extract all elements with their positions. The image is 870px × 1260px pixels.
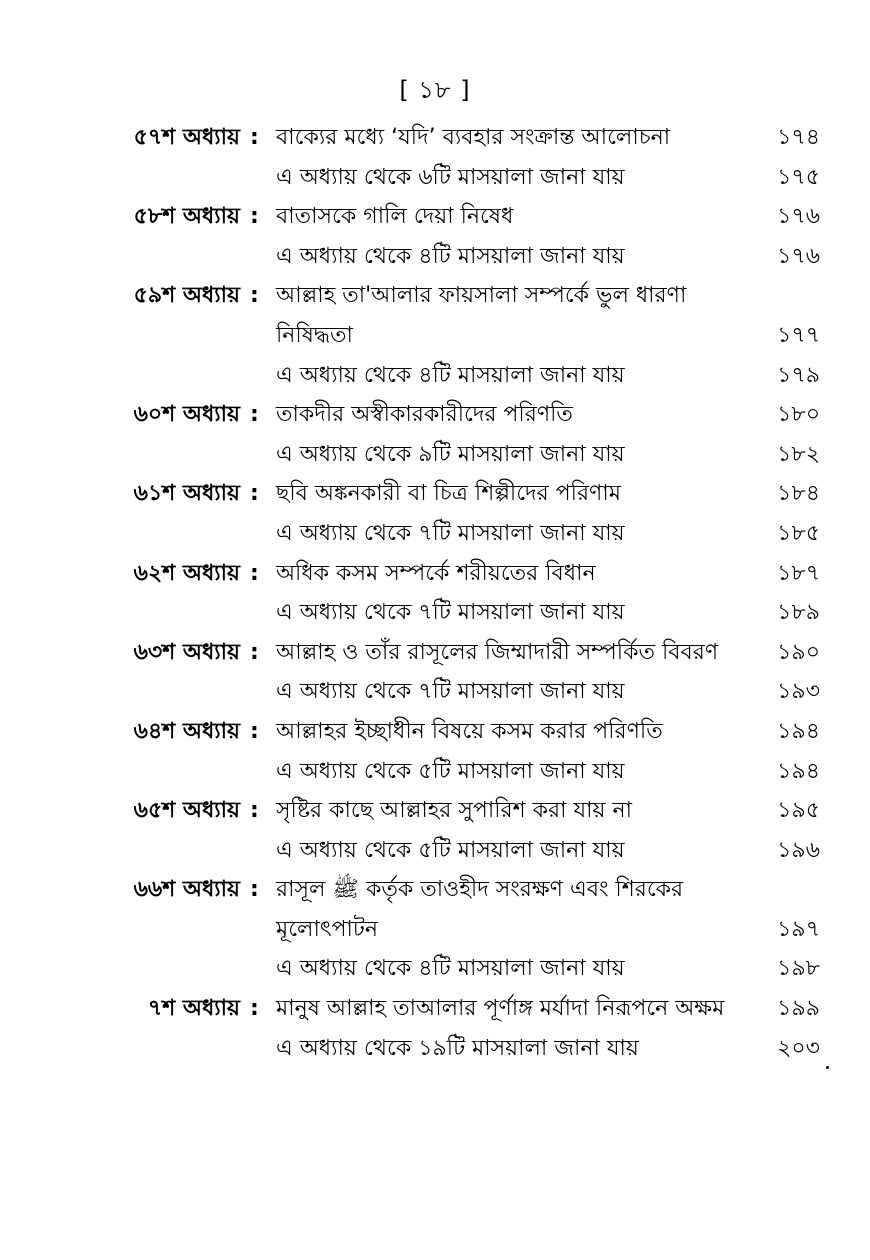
entry-page-number: ১৮৯ — [777, 600, 820, 626]
entry-page-number: ১৮০ — [777, 402, 820, 428]
entry-page-number: ২০৩ — [777, 1035, 820, 1061]
chapter-label: ৬১শ অধ্যায় — [133, 481, 240, 507]
toc-entry — [0, 593, 870, 633]
page-number: [ ১৮ ] — [399, 76, 471, 104]
chapter-colon: : — [250, 996, 259, 1022]
chapter-label: ৬৬শ অধ্যায় — [133, 877, 240, 903]
stray-dot — [826, 1066, 829, 1069]
entry-title: আল্লাহ তা'আলার ফায়সালা সম্পর্কে ভুল ধারণা — [276, 283, 687, 309]
chapter-label: ৬২শ অধ্যায় — [133, 560, 240, 586]
chapter-label: ৬০শ অধ্যায় — [133, 402, 240, 428]
entry-title: মানুষ আল্লাহ তাআলার পূর্ণাঙ্গ মর্যাদা নিরূপনে অক্ষম — [276, 996, 725, 1022]
toc-entry — [0, 554, 870, 594]
entry-title: ছবি অঙ্কনকারী বা চিত্র শিল্পীদের পরিণাম — [276, 481, 621, 507]
toc-entry — [0, 395, 870, 435]
entry-title: এ অধ্যায় থেকে ৪টি মাসয়ালা জানা যায় — [276, 362, 625, 388]
entry-title: এ অধ্যায় থেকে ৭টি মাসয়ালা জানা যায় — [276, 520, 625, 546]
entry-title: বাক্যের মধ্যে ‘যদি’ ব্যবহার সংক্রান্ত আলোচনা — [276, 125, 671, 150]
entry-title: আল্লাহ ও তাঁর রাসূলের জিম্মাদারী সম্পর্কিত বিবরণ — [276, 639, 719, 665]
chapter-label: ৬৫শ অধ্যায় — [133, 798, 240, 824]
entry-page-number: ১৮২ — [777, 441, 820, 467]
toc-entry — [0, 435, 870, 475]
entry-title: এ অধ্যায় থেকে ৯টি মাসয়ালা জানা যায় — [276, 441, 625, 467]
toc-entry — [0, 910, 870, 950]
entry-page-number: ১৭৬ — [777, 243, 820, 269]
entry-title: এ অধ্যায় থেকে ১৯টি মাসয়ালা জানা যায় — [276, 1035, 639, 1061]
toc-entry — [0, 514, 870, 554]
entry-page-number: ১৯৬ — [777, 837, 820, 863]
entry-title: এ অধ্যায় থেকে ৭টি মাসয়ালা জানা যায় — [276, 600, 625, 626]
entry-page-number: ১৯৩ — [777, 679, 820, 705]
chapter-label: ৭শ অধ্যায় — [147, 996, 240, 1022]
toc-entry — [0, 791, 870, 831]
toc-entry — [0, 870, 870, 910]
toc-entry — [0, 1029, 870, 1069]
toc-entry — [0, 474, 870, 514]
entry-page-number: ১৭৪ — [777, 125, 820, 150]
chapter-colon: : — [250, 481, 259, 507]
entry-title: নিষিদ্ধতা — [276, 322, 353, 348]
chapter-label: ৬৩শ অধ্যায় — [133, 639, 240, 665]
toc-entry — [0, 276, 870, 316]
entry-title: এ অধ্যায় থেকে ৫টি মাসয়ালা জানা যায় — [276, 837, 625, 863]
entry-title: অধিক কসম সম্পর্কে শরীয়তের বিধান — [276, 560, 596, 586]
entry-title: সৃষ্টির কাছে আল্লাহর সুপারিশ করা যায় না — [276, 798, 633, 824]
toc-entry — [0, 712, 870, 752]
chapter-colon: : — [250, 125, 259, 150]
chapter-colon: : — [250, 204, 259, 230]
entry-title: এ অধ্যায় থেকে ৬টি মাসয়ালা জানা যায় — [276, 164, 625, 190]
entry-page-number: ১৮৪ — [777, 481, 820, 507]
chapter-colon: : — [250, 639, 259, 665]
entry-page-number: ১৮৭ — [777, 560, 820, 586]
entry-page-number: ১৯৭ — [777, 916, 820, 942]
toc-entry — [0, 633, 870, 673]
entry-page-number: ১৭৬ — [777, 204, 820, 230]
toc-entry — [0, 949, 870, 989]
chapter-label: ৫৭শ অধ্যায় — [133, 125, 240, 150]
chapter-colon: : — [250, 560, 259, 586]
entry-title: আল্লাহর ইচ্ছাধীন বিষয়ে কসম করার পরিণতি — [276, 718, 663, 744]
entry-page-number: ১৭৭ — [777, 322, 820, 348]
toc-entry — [0, 752, 870, 792]
entry-page-number: ১৮৫ — [777, 520, 820, 546]
toc-entry — [0, 672, 870, 712]
toc-entry — [0, 237, 870, 277]
chapter-label: ৫৮শ অধ্যায় — [133, 204, 240, 230]
entry-title: এ অধ্যায় থেকে ৭টি মাসয়ালা জানা যায় — [276, 679, 625, 705]
entry-title: রাসূল ﷺ কর্তৃক তাওহীদ সংরক্ষণ এবং শিরকের — [276, 877, 684, 903]
entry-page-number: ১৯০ — [777, 639, 820, 665]
toc-entry — [0, 118, 870, 158]
entry-page-number: ১৭৯ — [777, 362, 820, 388]
entry-title: এ অধ্যায় থেকে ৪টি মাসয়ালা জানা যায় — [276, 956, 625, 982]
chapter-colon: : — [250, 877, 259, 903]
chapter-label: ৫৯শ অধ্যায় — [133, 283, 240, 309]
chapter-label: ৬৪শ অধ্যায় — [133, 718, 240, 744]
toc-entry — [0, 197, 870, 237]
table-of-contents — [0, 118, 870, 1068]
toc-entry — [0, 989, 870, 1029]
entry-page-number: ১৯৪ — [777, 718, 820, 744]
chapter-colon: : — [250, 718, 259, 744]
entry-page-number: ১৯৮ — [777, 956, 820, 982]
entry-title: তাকদীর অস্বীকারকারীদের পরিণতি — [276, 402, 573, 428]
entry-page-number: ১৯৯ — [777, 996, 820, 1022]
entry-page-number: ১৯৪ — [777, 758, 820, 784]
chapter-colon: : — [250, 283, 259, 309]
toc-entry — [0, 316, 870, 356]
entry-page-number: ১৭৫ — [777, 164, 820, 190]
entry-title: মূলোৎপাটন — [276, 916, 379, 942]
toc-entry — [0, 831, 870, 871]
chapter-colon: : — [250, 402, 259, 428]
toc-entry — [0, 356, 870, 396]
entry-page-number: ১৯৫ — [777, 798, 820, 824]
chapter-colon: : — [250, 798, 259, 824]
entry-title: বাতাসকে গালি দেয়া নিষেধ — [276, 204, 514, 230]
entry-title: এ অধ্যায় থেকে ৪টি মাসয়ালা জানা যায় — [276, 243, 625, 269]
toc-entry — [0, 158, 870, 198]
entry-title: এ অধ্যায় থেকে ৫টি মাসয়ালা জানা যায় — [276, 758, 625, 784]
